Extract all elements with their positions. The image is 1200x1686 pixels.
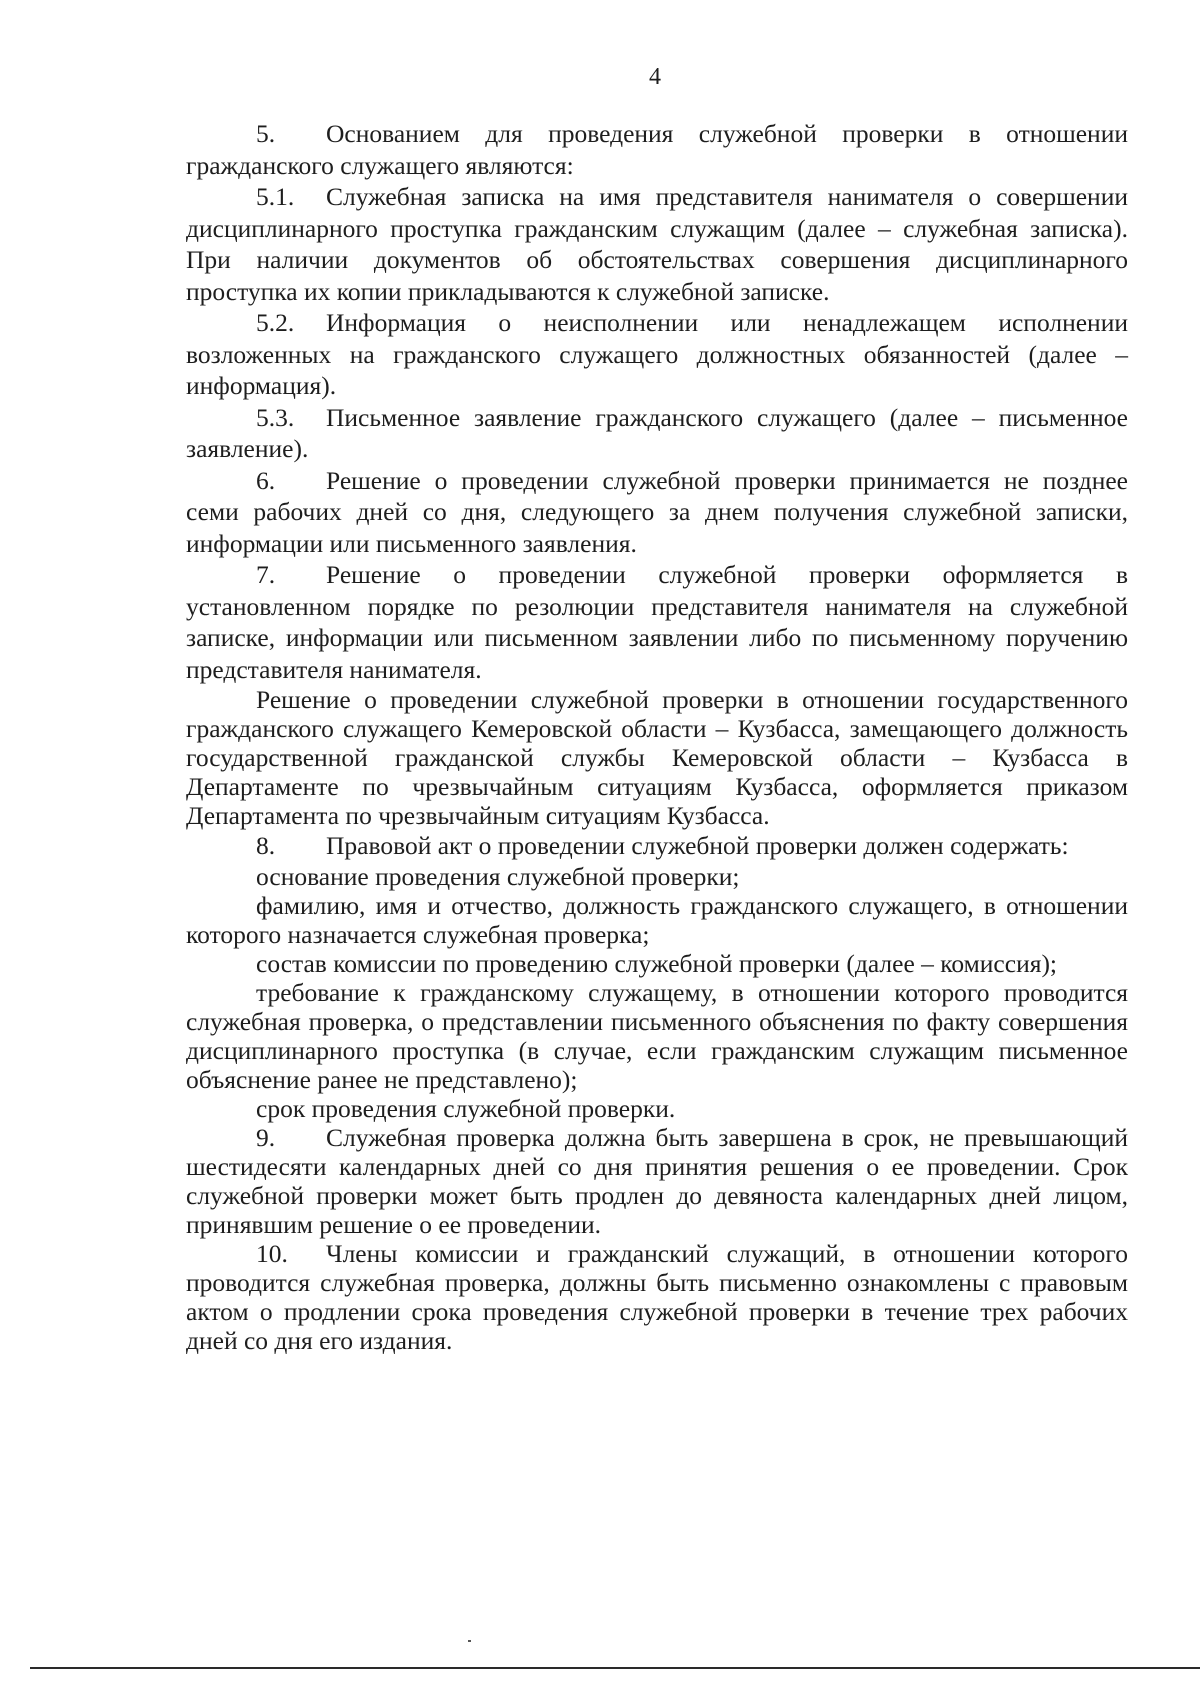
paragraph-5-1: [186, 181, 1128, 307]
paragraph-text: основание проведения служебной проверки;: [256, 861, 740, 891]
paragraph-number: 8.: [256, 831, 276, 860]
paragraph-6: [186, 465, 1128, 560]
document-body: [186, 118, 1128, 1355]
paragraph-number: 5.2.: [256, 308, 295, 337]
paragraph-text: требование к гражданскому служащему, в отношении которого проводится служебная проверка, о представлении письменного объяснения по факту совершения дисциплинарного проступка (в случае, если гражданским служащим письменное объяснение ранее не представлено);: [186, 977, 1128, 1094]
paragraph-8-item-requirement: [186, 978, 1128, 1094]
paragraph-text: состав комиссии по проведению служебной проверки (далее – комиссия);: [256, 948, 1058, 978]
paragraph-7: [186, 559, 1128, 685]
paragraph-text: Основанием для проведения служебной проверки в отношении гражданского служащего являются:: [186, 119, 1128, 180]
paragraph-8-item-term: [186, 1094, 1128, 1123]
paragraph-number: 6.: [256, 465, 276, 495]
bottom-rule: [30, 1667, 1200, 1669]
paragraph-9: [186, 1123, 1128, 1239]
paragraph-text: срок проведения служебной проверки.: [256, 1093, 676, 1123]
paragraph-number: 7.: [256, 560, 276, 589]
paragraph-8-item-commission: [186, 949, 1128, 978]
page-number: 4: [649, 64, 661, 90]
scan-speck: [468, 1640, 471, 1642]
paragraph-text: Решение о проведении служебной проверки в отношении государственного гражданского служащего Кемеровской области – Кузбасса, замещающего должность государственной гражданской службы Кемеровской области – Кузбасса в Департаменте по чрезвычайным ситуациям Кузбасса, оформляется приказом Департамента по чрезвычайным ситуациям Кузбасса.: [186, 685, 1128, 830]
paragraph-text: Члены комиссии и гражданский служащий, в отношении которого проводится служебная проверка, должны быть письменно ознакомлены с правовым актом о продлении срока проведения служебной проверки в течение трех рабочих дней со дня его издания.: [186, 1238, 1128, 1355]
paragraph-8-item-basis: [186, 862, 1128, 891]
paragraph-number: 5.: [256, 119, 276, 148]
paragraph-number: 5.3.: [256, 402, 295, 432]
paragraph-number: 9.: [256, 1122, 276, 1152]
paragraph-text: Решение о проведении служебной проверки оформляется в установленном порядке по резолюции представителя нанимателя на служебной записке, информации или письменном заявлении либо по письменному поручению представителя нанимателя.: [186, 560, 1128, 684]
paragraph-text: Решение о проведении служебной проверки принимается не позднее семи рабочих дней со дня, следующего за днем получения служебной записки, информации или письменного заявления.: [186, 465, 1128, 558]
paragraph-8-item-name: [186, 891, 1128, 949]
paragraph-5-2: [186, 307, 1128, 402]
paragraph-number: 5.1.: [256, 182, 295, 211]
paragraph-10: [186, 1239, 1128, 1355]
paragraph-text: Информация о неисполнении или ненадлежащем исполнении возложенных на гражданского служащего должностных обязанностей (далее – информация).: [186, 308, 1128, 400]
paragraph-text: фамилию, имя и отчество, должность гражданского служащего, в отношении которого назначается служебная проверка;: [186, 890, 1128, 949]
paragraph-5: [186, 118, 1128, 181]
paragraph-text: Служебная проверка должна быть завершена в срок, не превышающий шестидесяти календарных дней со дня принятия решения о ее проведении. Срок служебной проверки может быть продлен до девяноста календарных дней лицом, принявшим решение о ее проведении.: [186, 1122, 1128, 1239]
paragraph-number: 10.: [256, 1238, 288, 1268]
paragraph-8: [186, 830, 1128, 862]
paragraph-text: Служебная записка на имя представителя нанимателя о совершении дисциплинарного проступка гражданским служащим (далее – служебная записка). При наличии документов об обстоятельствах совершения дисциплинарного проступка их копии прикладываются к служебной записке.: [186, 182, 1128, 306]
paragraph-text: Правовой акт о проведении служебной проверки должен содержать:: [326, 831, 1069, 860]
paragraph-text: Письменное заявление гражданского служащего (далее – письменное заявление).: [186, 402, 1128, 463]
paragraph-7-decision: [186, 685, 1128, 830]
paragraph-5-3: [186, 402, 1128, 465]
